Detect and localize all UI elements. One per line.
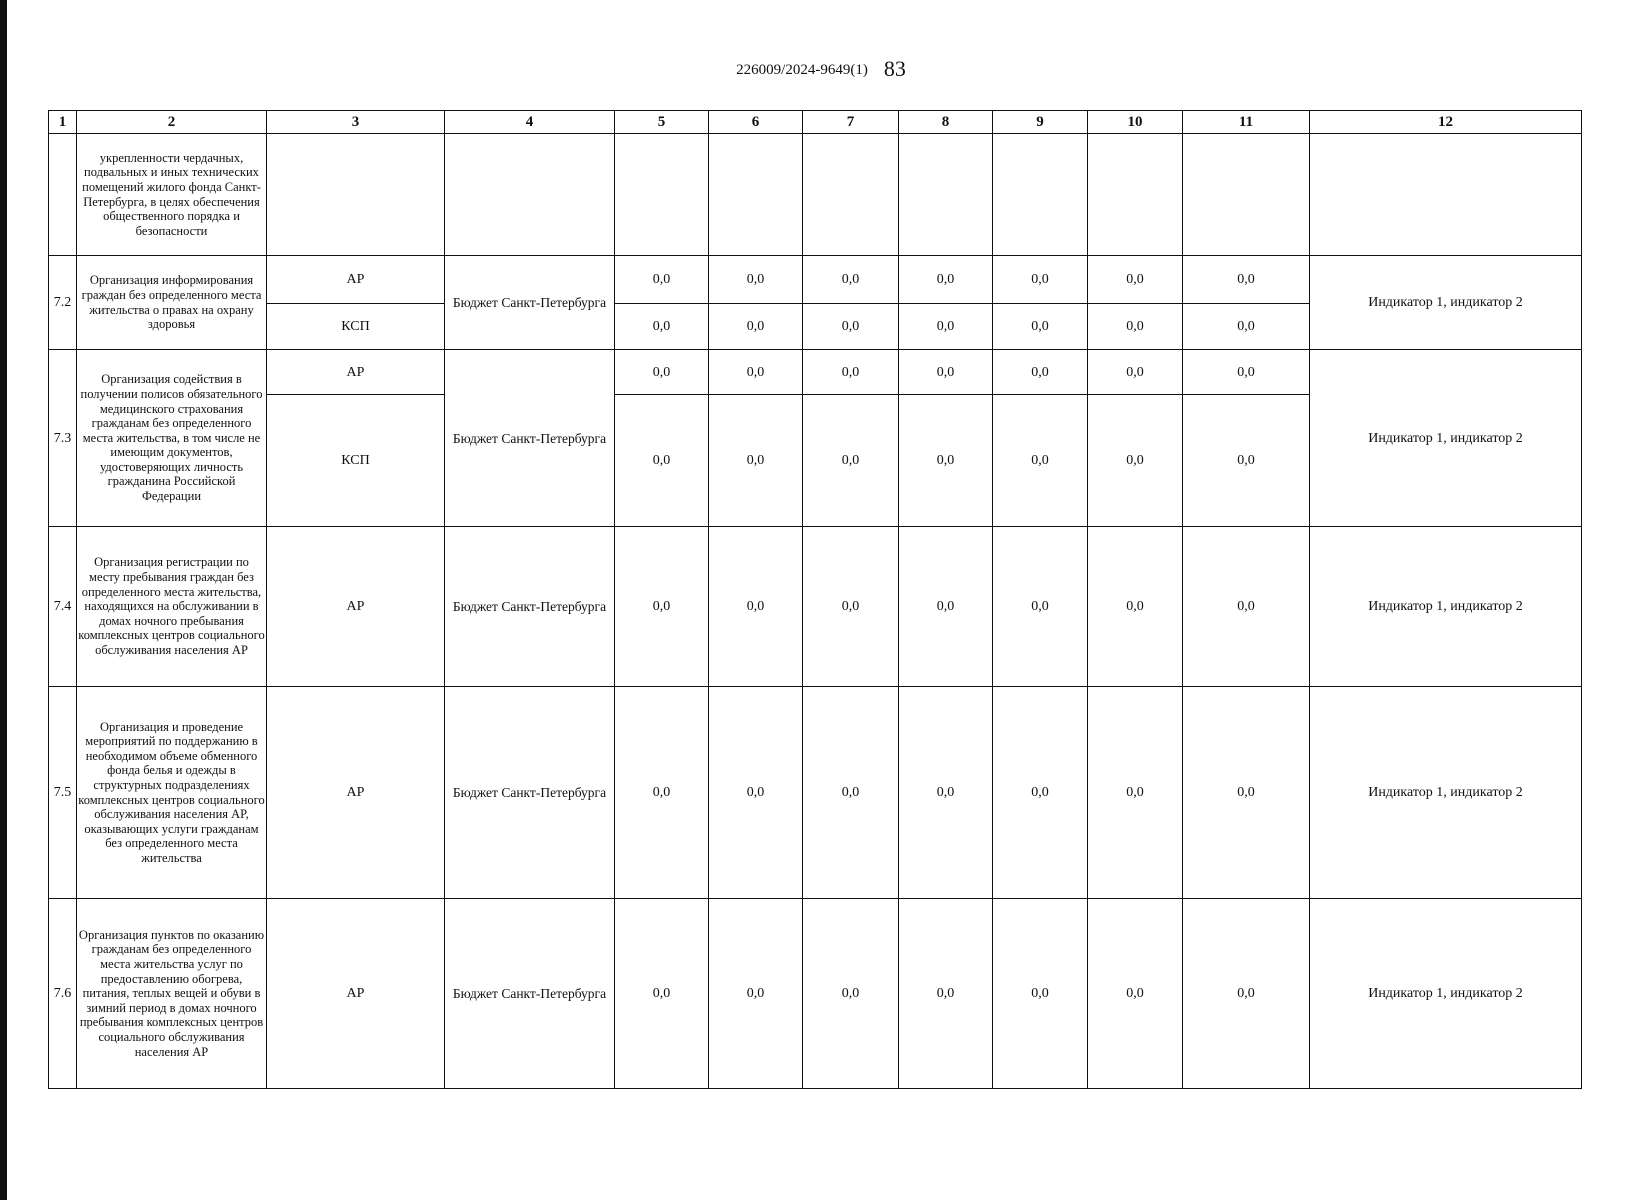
doc-number: 226009/2024-9649(1) bbox=[736, 62, 868, 78]
value-cell: 0,0 bbox=[1088, 395, 1183, 527]
value-cell: 0,0 bbox=[1088, 527, 1183, 687]
cell bbox=[899, 134, 993, 256]
col-header: 5 bbox=[615, 111, 709, 134]
value-cell: 0,0 bbox=[1183, 256, 1310, 304]
value-cell: 0,0 bbox=[899, 256, 993, 304]
scan-edge bbox=[0, 0, 7, 1200]
value-cell: 0,0 bbox=[709, 395, 803, 527]
value-cell: 0,0 bbox=[615, 304, 709, 350]
col-header: 10 bbox=[1088, 111, 1183, 134]
indicator: Индикатор 1, индикатор 2 bbox=[1310, 527, 1582, 687]
value-cell: 0,0 bbox=[1088, 350, 1183, 395]
value-cell: 0,0 bbox=[993, 350, 1088, 395]
indicator: Индикатор 1, индикатор 2 bbox=[1310, 899, 1582, 1089]
funding-source: Бюджет Санкт-Петербурга bbox=[445, 350, 615, 527]
row-description: Организация и проведение мероприятий по поддержанию в необходимом объеме обменного фонда белья и одежды в структурных подразделениях комплексных центров социального обслуживания населения АР, оказывающих услуги гражданам без определенного места жительства bbox=[77, 687, 267, 899]
column-number-row bbox=[49, 111, 1582, 134]
cell bbox=[445, 134, 615, 256]
table-row bbox=[49, 134, 1582, 256]
value-cell: 0,0 bbox=[803, 304, 899, 350]
row-description: Организация информирования граждан без определенного места жительства о правах на охрану здоровья bbox=[77, 256, 267, 350]
executor: АР bbox=[267, 527, 445, 687]
value-cell: 0,0 bbox=[899, 899, 993, 1089]
funding-source: Бюджет Санкт-Петербурга bbox=[445, 256, 615, 350]
row-description: Организация пунктов по оказанию гражданам без определенного места жительства услуг по предоставлению обогрева, питания, теплых вещей и обуви в зимний период в домах ночного пребывания комплексных центров социального обслуживания населения АР bbox=[77, 899, 267, 1089]
value-cell: 0,0 bbox=[709, 899, 803, 1089]
value-cell: 0,0 bbox=[899, 687, 993, 899]
funding-source: Бюджет Санкт-Петербурга bbox=[445, 527, 615, 687]
value-cell: 0,0 bbox=[615, 350, 709, 395]
value-cell: 0,0 bbox=[803, 350, 899, 395]
value-cell: 0,0 bbox=[803, 527, 899, 687]
value-cell: 0,0 bbox=[1183, 899, 1310, 1089]
value-cell: 0,0 bbox=[1183, 687, 1310, 899]
col-header: 4 bbox=[445, 111, 615, 134]
table-row bbox=[49, 256, 1582, 304]
cell bbox=[1183, 134, 1310, 256]
cell bbox=[993, 134, 1088, 256]
col-header: 12 bbox=[1310, 111, 1582, 134]
col-header: 6 bbox=[709, 111, 803, 134]
value-cell: 0,0 bbox=[1183, 350, 1310, 395]
program-table bbox=[48, 110, 1582, 1089]
row-number: 7.5 bbox=[49, 687, 77, 899]
indicator: Индикатор 1, индикатор 2 bbox=[1310, 687, 1582, 899]
col-header: 8 bbox=[899, 111, 993, 134]
cell bbox=[1088, 134, 1183, 256]
table-row bbox=[49, 687, 1582, 899]
value-cell: 0,0 bbox=[899, 350, 993, 395]
value-cell: 0,0 bbox=[993, 899, 1088, 1089]
row-description: укрепленности чердачных, подвальных и иных технических помещений жилого фонда Санкт-Петербурга, в целях обеспечения общественного порядка и безопасности bbox=[77, 134, 267, 256]
executor: АР bbox=[267, 350, 445, 395]
value-cell: 0,0 bbox=[615, 527, 709, 687]
funding-source: Бюджет Санкт-Петербурга bbox=[445, 899, 615, 1089]
col-header: 11 bbox=[1183, 111, 1310, 134]
col-header: 1 bbox=[49, 111, 77, 134]
row-number: 7.4 bbox=[49, 527, 77, 687]
value-cell: 0,0 bbox=[899, 304, 993, 350]
value-cell: 0,0 bbox=[993, 304, 1088, 350]
cell bbox=[615, 134, 709, 256]
value-cell: 0,0 bbox=[709, 304, 803, 350]
table-row bbox=[49, 899, 1582, 1089]
value-cell: 0,0 bbox=[709, 687, 803, 899]
table-row bbox=[49, 527, 1582, 687]
value-cell: 0,0 bbox=[709, 350, 803, 395]
value-cell: 0,0 bbox=[993, 256, 1088, 304]
indicator: Индикатор 1, индикатор 2 bbox=[1310, 350, 1582, 527]
value-cell: 0,0 bbox=[803, 899, 899, 1089]
value-cell: 0,0 bbox=[1183, 395, 1310, 527]
value-cell: 0,0 bbox=[1183, 527, 1310, 687]
value-cell: 0,0 bbox=[615, 687, 709, 899]
value-cell: 0,0 bbox=[803, 256, 899, 304]
row-number: 7.3 bbox=[49, 350, 77, 527]
page-header bbox=[0, 56, 1642, 82]
executor: АР bbox=[267, 687, 445, 899]
row-description: Организация регистрации по месту пребывания граждан без определенного места жительства, находящихся на обслуживании в домах ночного пребывания комплексных центров социального обслуживания населения АР bbox=[77, 527, 267, 687]
cell bbox=[803, 134, 899, 256]
value-cell: 0,0 bbox=[803, 395, 899, 527]
table-row bbox=[49, 350, 1582, 395]
page-number: 83 bbox=[883, 56, 906, 81]
cell bbox=[709, 134, 803, 256]
cell bbox=[267, 134, 445, 256]
executor: КСП bbox=[267, 395, 445, 527]
value-cell: 0,0 bbox=[803, 687, 899, 899]
value-cell: 0,0 bbox=[1088, 256, 1183, 304]
value-cell: 0,0 bbox=[709, 527, 803, 687]
funding-source: Бюджет Санкт-Петербурга bbox=[445, 687, 615, 899]
value-cell: 0,0 bbox=[615, 899, 709, 1089]
value-cell: 0,0 bbox=[1088, 304, 1183, 350]
col-header: 3 bbox=[267, 111, 445, 134]
value-cell: 0,0 bbox=[993, 687, 1088, 899]
value-cell: 0,0 bbox=[1088, 687, 1183, 899]
executor: КСП bbox=[267, 304, 445, 350]
value-cell: 0,0 bbox=[993, 527, 1088, 687]
value-cell: 0,0 bbox=[615, 256, 709, 304]
row-description: Организация содействия в получении полисов обязательного медицинского страхования гражданам без определенного места жительства, в том числе не имеющим документов, удостоверяющих личность гражданина Российской Федерации bbox=[77, 350, 267, 527]
row-number: 7.2 bbox=[49, 256, 77, 350]
value-cell: 0,0 bbox=[709, 256, 803, 304]
value-cell: 0,0 bbox=[1183, 304, 1310, 350]
col-header: 2 bbox=[77, 111, 267, 134]
value-cell: 0,0 bbox=[1088, 899, 1183, 1089]
col-header: 9 bbox=[993, 111, 1088, 134]
cell bbox=[1310, 134, 1582, 256]
col-header: 7 bbox=[803, 111, 899, 134]
row-number bbox=[49, 134, 77, 256]
value-cell: 0,0 bbox=[899, 527, 993, 687]
executor: АР bbox=[267, 899, 445, 1089]
indicator: Индикатор 1, индикатор 2 bbox=[1310, 256, 1582, 350]
value-cell: 0,0 bbox=[993, 395, 1088, 527]
executor: АР bbox=[267, 256, 445, 304]
value-cell: 0,0 bbox=[615, 395, 709, 527]
value-cell: 0,0 bbox=[899, 395, 993, 527]
row-number: 7.6 bbox=[49, 899, 77, 1089]
